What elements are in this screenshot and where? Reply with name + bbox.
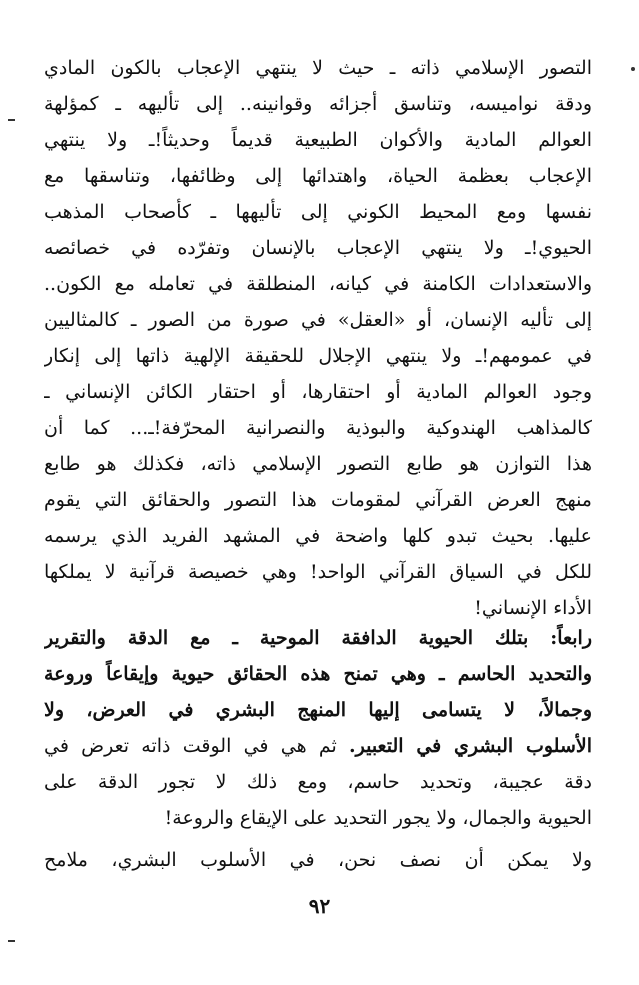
- text-line: ولا يمكن أن نصف نحن، في الأسلوب البشري، ملامح: [44, 849, 592, 871]
- mixed-text-line: [44, 728, 592, 764]
- bold-text-line: والتحديد الحاسم ـ وهي تمنح هذه الحقائق حيوية وإيقاعاً وروعة: [44, 663, 592, 685]
- text-line: في عمومهم!ـ ولا ينتهي الإجلال للحقيقة الإلهية ذاتها إلى إنكار: [44, 345, 592, 367]
- text-line: الأداء الإنساني!: [474, 597, 592, 619]
- text-line: هذا التوازن هو طابع التصور الإسلامي ذاته، فكذلك هو طابع: [44, 453, 592, 475]
- text-line: للكل في السياق القرآني الواحد! وهي خصيصة قرآنية لا يملكها: [44, 561, 592, 583]
- text-line: التصور الإسلامي ذاته ـ حيث لا ينتهي الإعجاب بالكون المادي: [44, 57, 592, 79]
- paragraph-3: [44, 842, 592, 878]
- text-line: إلى تأليه الإنسان، أو «العقل» في صورة من الصور ـ كالمثاليين: [44, 309, 592, 331]
- scan-dot-mark: [631, 67, 635, 71]
- bold-text-line: وجمالاً، لا يتسامى إليها المنهج البشري في العرض، ولا: [44, 699, 592, 721]
- text-line: والاستعدادات الكامنة في كيانه، المنطلقة في تعامله مع الكون..: [44, 273, 592, 295]
- text-line: كالمذاهب الهندوكية والبوذية والنصرانية المحرّفة!ـ... كما أن: [44, 417, 592, 439]
- text-line: الحيوي!ـ ولا ينتهي الإعجاب بالإنسان وتفرّده في خصائصه: [44, 237, 592, 259]
- text-span: ثم هي في الوقت ذاته تعرض في: [44, 735, 349, 757]
- scan-dash-mark: [8, 119, 15, 121]
- text-line: منهج العرض القرآني لمقومات هذا التصور والحقائق التي يقوم: [44, 489, 592, 511]
- text-line: العوالم المادية والأكوان الطبيعية قديماً وحديثاً!ـ ولا ينتهي: [44, 129, 592, 151]
- text-line: وجود العوالم المادية أو احتقارها، أو احتقار الكائن الإنساني ـ: [44, 381, 592, 403]
- text-line: نفسها ومع المحيط الكوني إلى تأليهها ـ كأصحاب المذهب: [44, 201, 592, 223]
- text-line: ودقة نواميسه، وتناسق أجزائه وقوانينه.. إلى تأليهه ـ كمؤلهة: [44, 93, 592, 115]
- text-line: الإعجاب بعظمة الحياة، واهتدائها إلى وظائفها، وتناسقها مع: [44, 165, 592, 187]
- paragraph-2: [44, 620, 592, 836]
- text-line: دقة عجيبة، وتحديد حاسم، ومع ذلك لا تجور الدقة على: [44, 771, 592, 793]
- text-line: عليها. بحيث تبدو كلها واضحة في المشهد الفريد الذي يرسمه: [44, 525, 592, 547]
- paragraph-1: [44, 50, 592, 626]
- page-number: ٩٢: [308, 894, 331, 918]
- text-line: الحيوية والجمال، ولا يجور التحديد على الإيقاع والروعة!: [164, 807, 592, 829]
- bold-text-span: الأسلوب البشري في التعبير.: [348, 735, 592, 757]
- scan-dash-mark: [8, 940, 15, 942]
- bold-text-line: رابعاً: بتلك الحيوية الدافقة الموحية ـ مع الدقة والتقرير: [44, 627, 592, 649]
